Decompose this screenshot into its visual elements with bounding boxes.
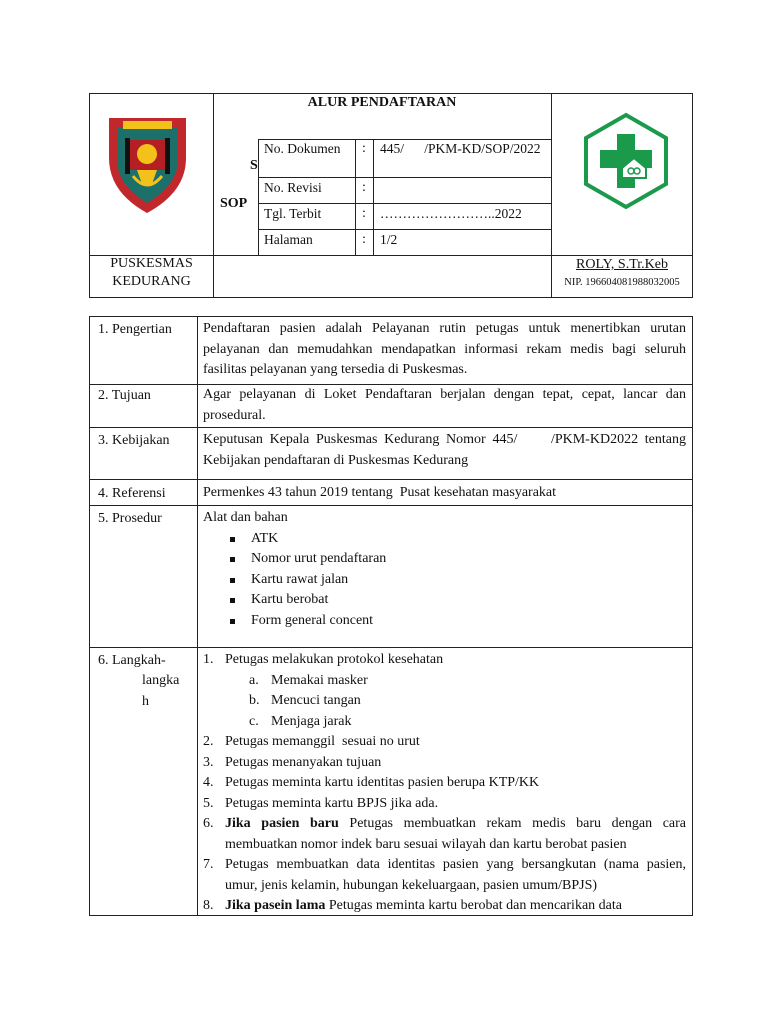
row-divider	[90, 505, 693, 506]
list-item: Nomor urut pendaftaran	[203, 549, 686, 570]
step-text: Petugas melakukan protokol kesehatan	[225, 652, 444, 667]
step-emphasis: Jika pasein lama	[225, 898, 326, 913]
step-item	[203, 773, 686, 794]
page-value: 1/2	[380, 232, 398, 247]
referensi-label: 4. Referensi	[98, 486, 166, 501]
prosedur-body	[203, 508, 686, 631]
header-divider	[258, 229, 551, 230]
sub-step-number: b.	[249, 693, 260, 708]
step-item	[203, 732, 686, 753]
sub-step-item	[203, 671, 686, 692]
langkah-body	[203, 650, 686, 916]
step-text: Petugas membuatkan rekam medis baru dengan cara membuatkan nomor indek baru sesuai wilayah dan kartu berobat pasien	[225, 816, 686, 852]
step-number: 2.	[203, 734, 214, 749]
header-divider	[258, 177, 551, 178]
sub-step-text: Memakai masker	[271, 672, 368, 688]
issue-date-value: ……………………..2022	[380, 206, 522, 221]
kebijakan-text: Keputusan Kepala Puskesmas Kedurang Nomor 445/ /PKM-KD2022 tentang Kebijakan pendaftaran di Puskesmas Kedurang	[203, 432, 690, 468]
sub-steps-list	[203, 671, 686, 733]
header-divider	[213, 94, 214, 297]
step-emphasis: Jika pasien baru	[225, 816, 339, 831]
referensi-text: Permenkes 43 tahun 2019 tentang Pusat kesehatan masyarakat	[203, 485, 557, 500]
page-label: Halaman	[264, 232, 313, 247]
doc-number-label: No. Dokumen	[264, 141, 341, 156]
kebijakan-label: 3. Kebijakan	[98, 433, 170, 448]
sop-content-table	[89, 316, 693, 916]
step-number: 6.	[203, 816, 214, 831]
document-title: ALUR PENDAFTARAN	[307, 95, 457, 110]
step-item	[203, 896, 686, 916]
prosedur-list	[203, 529, 686, 632]
prosedur-intro: Alat dan bahan	[203, 510, 288, 525]
header-divider	[355, 139, 356, 255]
step-item	[203, 794, 686, 815]
sub-step-number: a.	[249, 672, 259, 688]
tujuan-text: Agar pelayanan di Loket Pendaftaran berjalan dengan tepat, cepat, lancar dan prosedural.	[203, 387, 686, 423]
step-text: Petugas memanggil sesuai no urut	[225, 734, 420, 749]
list-item: Form general concent	[203, 611, 686, 632]
prosedur-label: 5. Prosedur	[98, 511, 162, 526]
doc-number-colon: :	[362, 141, 366, 156]
step-item	[203, 650, 686, 732]
step-number: 1.	[203, 652, 214, 667]
revision-label: No. Revisi	[264, 180, 322, 195]
list-item: Kartu berobat	[203, 590, 686, 611]
step-item	[203, 753, 686, 774]
issue-date-colon: :	[362, 206, 366, 221]
sub-step-item	[203, 712, 686, 733]
revision-colon: :	[362, 180, 366, 195]
sop-letter: S	[250, 158, 258, 173]
step-number: 8.	[203, 898, 214, 913]
step-text: Petugas meminta kartu BPJS jika ada.	[225, 795, 439, 811]
sop-header-table	[89, 93, 693, 298]
step-text: Petugas meminta kartu identitas pasien berupa KTP/KK	[225, 775, 540, 790]
org-name-line2: KEDURANG	[112, 274, 191, 289]
puskesmas-logo	[582, 112, 670, 210]
district-emblem-logo	[105, 112, 190, 217]
step-number: 7.	[203, 857, 214, 872]
tujuan-label: 2. Tujuan	[98, 388, 151, 403]
step-number: 4.	[203, 775, 214, 790]
pengertian-label: 1. Pengertian	[98, 322, 172, 337]
row-divider	[90, 647, 693, 648]
steps-list	[203, 650, 686, 916]
pengertian-text: Pendaftaran pasien adalah Pelayanan rutin petugas untuk menertibkan urutan pelayanan dan memudahkan mendapatkan informasi rekam medis bagi seluruh fasilitas pelayanan yang tersedia di Puskesmas.	[203, 321, 686, 377]
langkah-label-line2: langka	[142, 673, 180, 688]
header-divider	[258, 139, 551, 140]
issue-date-label: Tgl. Terbit	[264, 206, 322, 221]
header-divider	[258, 203, 551, 204]
step-text: Petugas meminta kartu berobat dan mencarikan data	[325, 898, 622, 913]
step-text: Petugas menanyakan tujuan	[225, 754, 382, 770]
row-divider	[90, 479, 693, 480]
sub-step-text: Mencuci tangan	[271, 693, 361, 708]
column-divider	[197, 317, 198, 916]
header-divider	[373, 139, 374, 255]
list-item: ATK	[203, 529, 686, 550]
step-item	[203, 814, 686, 855]
row-divider	[90, 427, 693, 428]
signer-name: ROLY, S.Tr.Keb	[576, 257, 668, 272]
sub-step-number: c.	[249, 713, 259, 729]
signer-nip: NIP. 196604081988032005	[564, 277, 680, 288]
sub-step-text: Menjaga jarak	[271, 713, 352, 729]
langkah-label-line1: 6. Langkah-	[98, 653, 166, 668]
list-item: Kartu rawat jalan	[203, 570, 686, 591]
step-text: Petugas membuatkan data identitas pasien yang bersangkutan (nama pasien, umur, jenis kelamin, hubungan kekeluargaan, pasien umum/BPJS)	[225, 857, 686, 893]
doc-number-value: 445/ /PKM-KD/SOP/2022	[380, 141, 541, 156]
org-name-line1: PUSKESMAS	[110, 256, 193, 271]
step-item	[203, 855, 686, 896]
sop-label: SOP	[220, 196, 248, 211]
step-number: 5.	[203, 795, 214, 811]
sub-step-item	[203, 691, 686, 712]
page-colon: :	[362, 232, 366, 247]
step-number: 3.	[203, 754, 214, 770]
langkah-label-line3: h	[142, 694, 149, 709]
header-divider	[258, 139, 259, 255]
